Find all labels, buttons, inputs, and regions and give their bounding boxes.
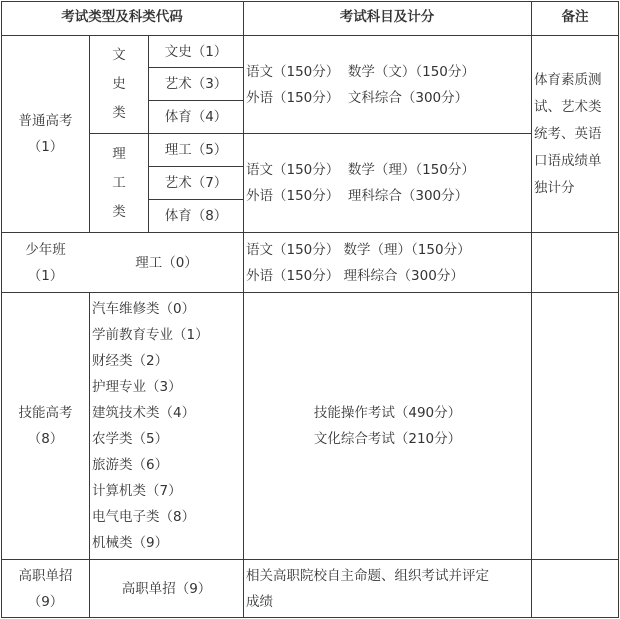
subcategory-yishu: 艺术（7） (164, 175, 228, 191)
putong-code: （1） (27, 139, 64, 155)
ligong-char: 理 (112, 145, 126, 162)
jineng-code: （8） (27, 431, 64, 447)
subjects-line: 技能操作考试（490分） (313, 405, 462, 421)
list-item: 财经类（2） (92, 353, 169, 369)
subjects-line: 语文（150分） 数学（文）（150分） (246, 63, 475, 80)
shaonian-type (2, 233, 89, 292)
header-remark: 备注 (561, 9, 589, 25)
gaozhi-category: 高职单招（9） (121, 580, 212, 597)
shaonian-category: 理工（0） (135, 254, 198, 271)
gaozhi-name: 高职单招 (18, 567, 73, 584)
list-item: 农学类（5） (92, 431, 169, 447)
ligong-group-label (90, 134, 148, 232)
grid-line (618, 1, 619, 618)
subjects-line: 语文（150分） 数学（理）（150分） (246, 162, 475, 178)
subcategory-yishu: 艺术（3） (164, 76, 228, 92)
list-item: 学前教育专业（1） (92, 327, 209, 343)
list-item: 护理专业（3） (92, 379, 182, 395)
list-item: 建筑技术类（4） (92, 405, 196, 421)
list-item: 机械类（9） (92, 535, 169, 551)
shaonian-subjects (246, 233, 530, 292)
subjects-line: 文化综合考试（210分） (313, 431, 462, 447)
remark-line: 体育素质测 (534, 71, 602, 88)
grid-line (1, 617, 619, 618)
subcategory-wenshi: 文史（1） (164, 43, 228, 60)
ligong-char: 工 (112, 174, 126, 191)
wenshi-char: 史 (112, 76, 126, 92)
shaonian-code: （1） (27, 267, 64, 284)
wenshi-char: 文 (112, 47, 126, 63)
putong-name: 普通高考 (18, 113, 73, 129)
jineng-category-list (92, 293, 243, 559)
gaozhi-type (2, 560, 89, 617)
putong-remark (534, 36, 618, 232)
header-category: 考试类型及科类代码 (61, 9, 183, 25)
subcategory-ligong: 理工（5） (164, 142, 228, 158)
wenshi-char: 类 (112, 105, 126, 121)
wenshi-subjects (246, 36, 530, 133)
ligong-subjects (246, 134, 530, 232)
subjects-line: 外语（150分） 文科综合（300分） (246, 89, 469, 106)
subjects-line: 相关高职院校自主命题、组织考试并评定 (246, 567, 489, 584)
putong-type (2, 36, 89, 232)
list-item: 电气电子类（8） (92, 509, 196, 525)
wenshi-group-label (90, 36, 148, 133)
subcategory-tiyu: 体育（8） (164, 208, 228, 224)
remark-line: 试、艺术类 (534, 98, 602, 115)
shaonian-name: 少年班 (25, 241, 66, 258)
subjects-line: 外语（150分） 理科综合（300分） (246, 267, 464, 284)
jineng-name: 技能高考 (18, 405, 73, 421)
list-item: 旅游类（6） (92, 457, 169, 473)
jineng-subjects (244, 293, 531, 559)
remark-line: 统考、英语 (534, 125, 602, 142)
gaozhi-subjects (246, 560, 530, 617)
header-subjects: 考试科目及计分 (339, 9, 435, 25)
gaozhi-code: （9） (27, 593, 64, 610)
subjects-line: 语文（150分） 数学（理）（150分） (246, 241, 471, 258)
list-item: 计算机类（7） (92, 483, 182, 499)
ligong-char: 类 (112, 203, 126, 220)
jineng-type (2, 293, 89, 559)
remark-line: 独计分 (534, 179, 575, 196)
list-item: 汽车维修类（0） (92, 301, 196, 317)
grid-line (531, 1, 532, 618)
subcategory-tiyu: 体育（4） (164, 109, 228, 125)
remark-line: 口语成绩单 (534, 152, 602, 169)
subjects-line: 成绩 (246, 593, 273, 610)
subjects-line: 外语（150分） 理科综合（300分） (246, 188, 469, 204)
